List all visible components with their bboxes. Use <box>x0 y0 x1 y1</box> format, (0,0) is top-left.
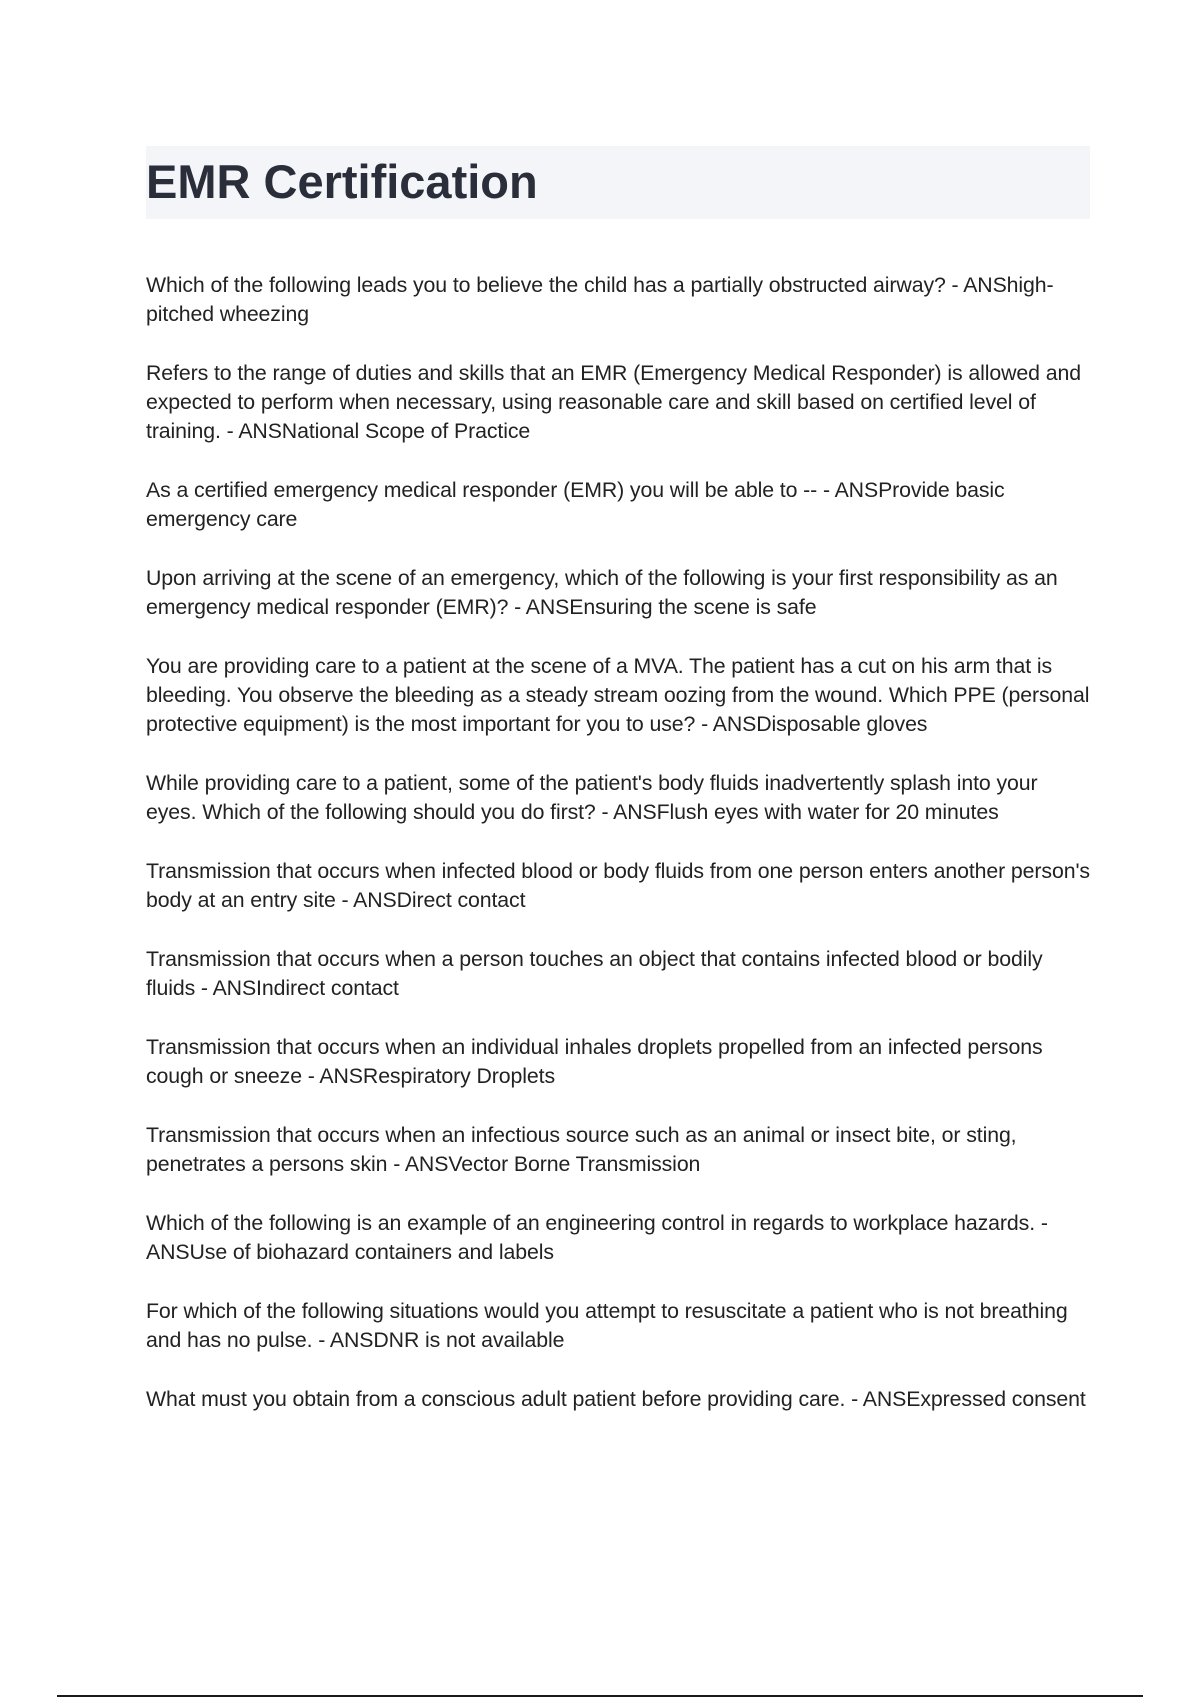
qa-item: For which of the following situations would you attempt to resuscitate a patient who is not breathing and has no pulse. - ANSDNR is not available <box>146 1299 1068 1352</box>
qa-item: Upon arriving at the scene of an emergency, which of the following is your first responsibility as an emergency medical responder (EMR)? - ANSEnsuring the scene is safe <box>146 566 1058 619</box>
title-banner <box>146 146 1090 219</box>
qa-item: Which of the following leads you to believe the child has a partially obstructed airway? - ANShigh-pitched wheezing <box>146 273 1054 326</box>
qa-item: Transmission that occurs when an individual inhales droplets propelled from an infected persons cough or sneeze - ANSRespiratory Droplets <box>146 1035 1043 1088</box>
qa-item: What must you obtain from a conscious adult patient before providing care. - ANSExpressed consent <box>146 1387 1086 1411</box>
footer-divider <box>57 1695 1143 1697</box>
qa-item: Refers to the range of duties and skills that an EMR (Emergency Medical Responder) is allowed and expected to perform when necessary, using reasonable care and skill based on certified level of training. - ANSNational Scope of Practice <box>146 361 1081 443</box>
qa-item: You are providing care to a patient at the scene of a MVA. The patient has a cut on his arm that is bleeding. You observe the bleeding as a steady stream oozing from the wound. Which PPE (personal protective equipment) is the most important for you to use? - ANSDisposable gloves <box>146 654 1090 736</box>
qa-list <box>146 271 1091 1444</box>
qa-item: While providing care to a patient, some of the patient's body fluids inadvertently splash into your eyes. Which of the following should you do first? - ANSFlush eyes with water for 20 minutes <box>146 771 1038 824</box>
qa-item: Transmission that occurs when infected blood or body fluids from one person enters another person's body at an entry site - ANSDirect contact <box>146 859 1090 912</box>
qa-item: Transmission that occurs when an infectious source such as an animal or insect bite, or sting, penetrates a persons skin - ANSVector Borne Transmission <box>146 1123 1017 1176</box>
qa-item: Transmission that occurs when a person touches an object that contains infected blood or bodily fluids - ANSIndirect contact <box>146 947 1043 1000</box>
page-title: EMR Certification <box>146 155 538 208</box>
qa-item: Which of the following is an example of an engineering control in regards to workplace hazards. - ANSUse of biohazard containers and labels <box>146 1211 1048 1264</box>
qa-item: As a certified emergency medical responder (EMR) you will be able to -- - ANSProvide basic emergency care <box>146 478 1005 531</box>
